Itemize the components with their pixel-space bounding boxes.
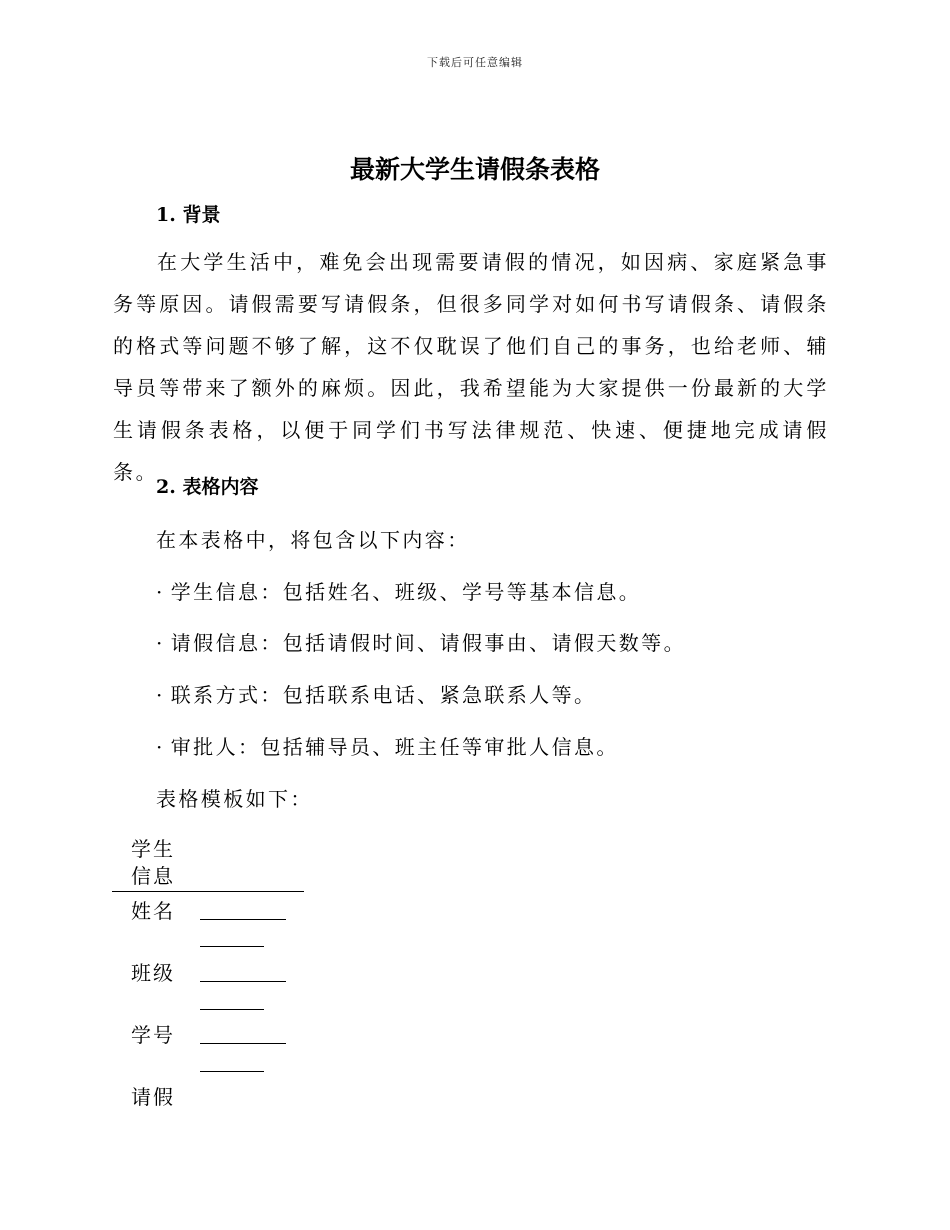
table-template-intro: 表格模板如下： xyxy=(156,787,313,811)
bullet-marker: · xyxy=(156,580,165,604)
form-field-label-name: 姓名 xyxy=(131,899,175,923)
form-field-blank-class[interactable] xyxy=(200,981,286,982)
bullet-marker: · xyxy=(156,683,165,707)
form-group-label-line: 信息 xyxy=(131,864,175,888)
form-group-divider xyxy=(112,891,304,892)
bullet-marker: · xyxy=(156,735,165,759)
page-header: 下载后可任意编辑 xyxy=(427,56,523,69)
form-field-blank-student-id[interactable] xyxy=(200,1043,286,1044)
bullet-item xyxy=(156,731,619,760)
section-heading-background: 1. 背景 xyxy=(156,204,221,226)
bullet-item xyxy=(156,627,686,656)
bullet-item xyxy=(156,576,641,605)
form-group-label-leave-info: 请假 xyxy=(131,1085,175,1109)
bullet-marker: · xyxy=(156,631,165,655)
table-content-intro: 在本表格中，将包含以下内容： xyxy=(156,528,470,552)
bullet-text: 请假信息：包括请假时间、请假事由、请假天数等。 xyxy=(170,631,686,655)
bullet-text: 学生信息：包括姓名、班级、学号等基本信息。 xyxy=(170,580,642,604)
bullet-item xyxy=(156,679,596,708)
bullet-text: 审批人：包括辅导员、班主任等审批人信息。 xyxy=(170,735,619,759)
form-group-label-line: 学生 xyxy=(131,837,175,861)
form-field-label-class: 班级 xyxy=(131,961,175,985)
form-field-blank-student-id-cont[interactable] xyxy=(200,1071,264,1072)
document-title: 最新大学生请假条表格 xyxy=(349,155,600,184)
bullet-text: 联系方式：包括联系电话、紧急联系人等。 xyxy=(170,683,597,707)
section-heading-table-content: 2. 表格内容 xyxy=(156,476,259,498)
form-field-blank-class-cont[interactable] xyxy=(200,1009,264,1010)
form-group-label-student-info xyxy=(131,836,175,890)
form-field-label-student-id: 学号 xyxy=(131,1023,175,1047)
form-field-blank-name[interactable] xyxy=(200,919,286,920)
form-field-blank-name-cont[interactable] xyxy=(200,946,264,947)
background-paragraph: 在大学生活中，难免会出现需要请假的情况，如因病、家庭紧急事务等原因。请假需要写请假条，但很多同学对如何书写请假条、请假条的格式等问题不够了解，这不仅耽误了他们自己的事务，也给老师、辅导员等带来了额外的麻烦。因此，我希望能为大家提供一份最新的大学生请假条表格，以便于同学们书写法律规范、快速、便捷地完成请假条。 xyxy=(113,250,829,484)
